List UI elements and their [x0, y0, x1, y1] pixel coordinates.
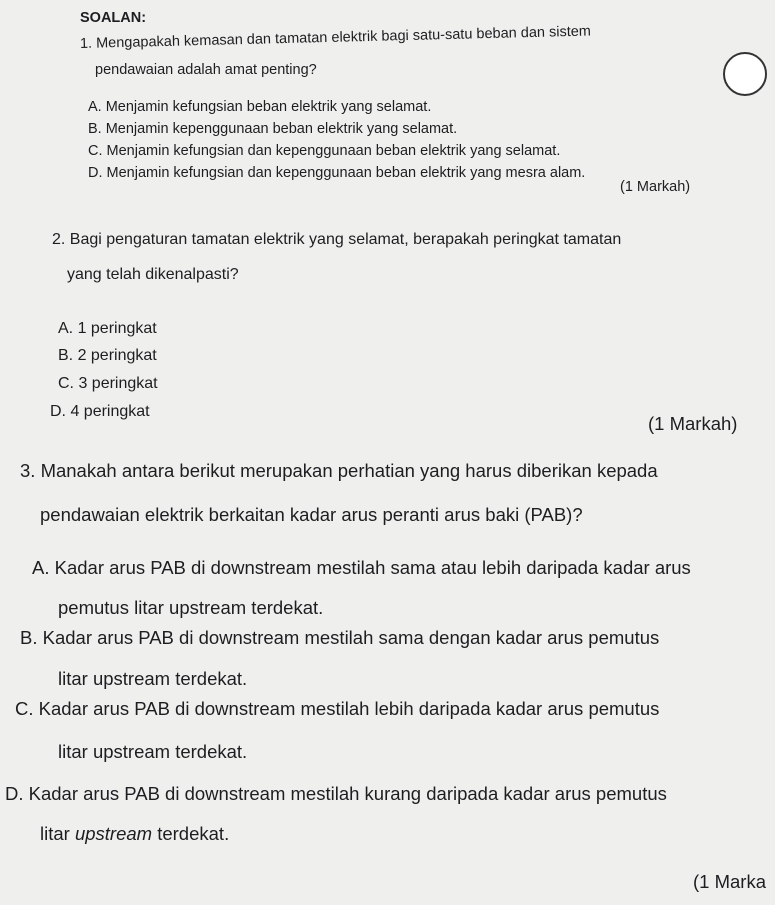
q3-text-line-2: pendawaian elektrik berkaitan kadar arus peranti arus baki (PAB)?: [40, 504, 583, 525]
q1-option-b: B. Menjamin kepenggunaan beban elektrik yang selamat.: [88, 121, 458, 137]
q1-text-line-1: 1. Mengapakah kemasan dan tamatan elektrik bagi satu-satu beban dan sistem: [79, 23, 592, 52]
q3-option-a-cont: pemutus litar upstream terdekat.: [58, 597, 324, 618]
q3-option-d: D. Kadar arus PAB di downstream mestilah kurang daripada kadar arus pemutus: [5, 783, 667, 804]
q3-option-b-cont: litar upstream terdekat.: [58, 668, 248, 689]
q2-option-d: D. 4 peringkat: [50, 403, 150, 420]
q2-option-c: C. 3 peringkat: [58, 375, 158, 392]
q1-marks: (1 Markah): [620, 179, 691, 195]
q2-text-line-2: yang telah dikenalpasti?: [67, 266, 239, 283]
q2-option-b: B. 2 peringkat: [58, 347, 157, 364]
q3-option-c: C. Kadar arus PAB di downstream mestilah lebih daripada kadar arus pemutus: [15, 698, 660, 719]
q3-text-line-1: 3. Manakah antara berikut merupakan perhatian yang harus diberikan kepada: [20, 460, 658, 481]
q2-text-line-1: 2. Bagi pengaturan tamatan elektrik yang selamat, berapakah peringkat tamatan: [52, 231, 622, 248]
q1-option-c: C. Menjamin kefungsian dan kepenggunaan beban elektrik yang selamat.: [88, 143, 561, 159]
section-title: SOALAN:: [80, 10, 147, 26]
q1-text-line-2: pendawaian adalah amat penting?: [95, 62, 317, 78]
q2-marks: (1 Markah): [648, 413, 738, 434]
q3-option-d-cont: litar upstream terdekat.: [40, 823, 230, 844]
q3-option-b: B. Kadar arus PAB di downstream mestilah sama dengan kadar arus pemutus: [20, 627, 660, 648]
q3-marks: (1 Marka: [693, 871, 766, 892]
q3-option-a: A. Kadar arus PAB di downstream mestilah sama atau lebih daripada kadar arus: [32, 557, 691, 578]
q1-option-a: A. Menjamin kefungsian beban elektrik yang selamat.: [88, 99, 432, 115]
q2-option-a: A. 1 peringkat: [58, 320, 157, 337]
q1-option-d: D. Menjamin kefungsian dan kepenggunaan beban elektrik yang mesra alam.: [88, 165, 586, 181]
circle-icon: [723, 52, 767, 96]
q3-option-c-cont: litar upstream terdekat.: [58, 741, 248, 762]
